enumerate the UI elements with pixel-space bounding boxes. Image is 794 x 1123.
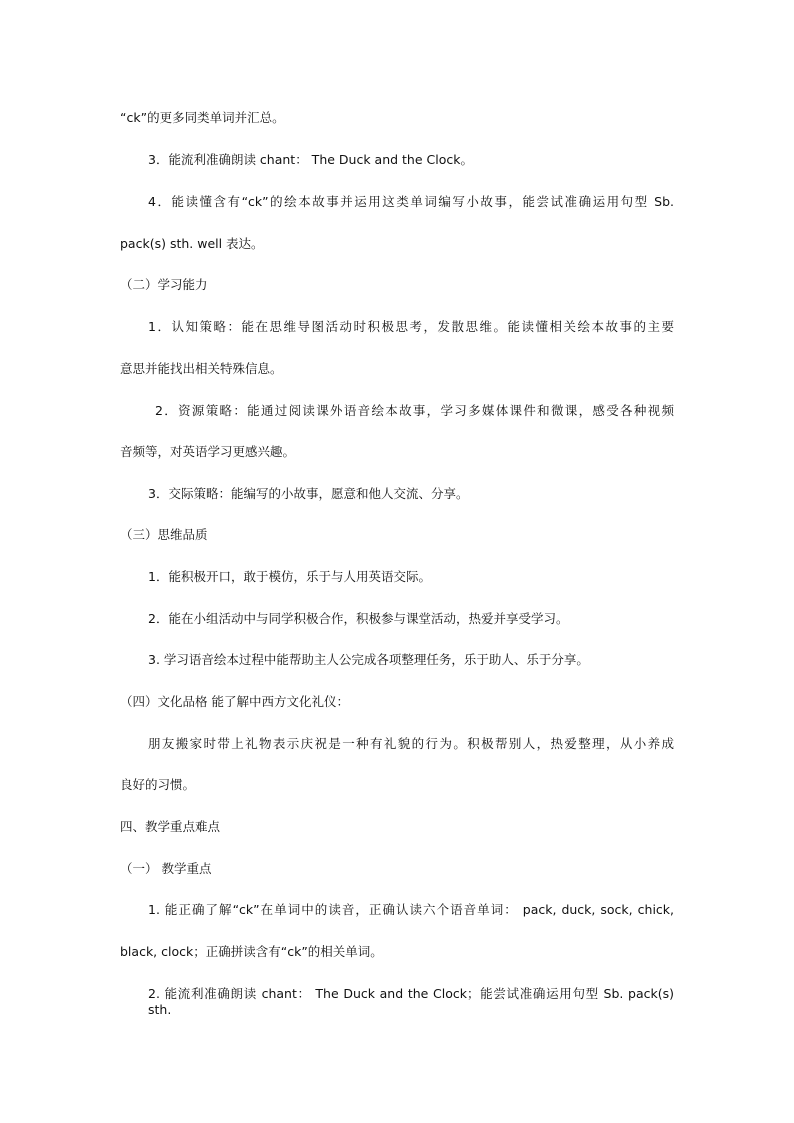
section-heading: （四）文化品格 能了解中西方文化礼仪： — [120, 694, 349, 709]
text-line: 3．交际策略：能编写的小故事，愿意和他人交流、分享。 — [148, 486, 469, 501]
text-line: 2. 能流利准确朗读 chant： The Duck and the Clock；能尝试准确运用句型 Sb. pack(s) sth. — [148, 986, 674, 1017]
section-heading: （一） 教学重点 — [120, 861, 212, 876]
text-line: pack(s) sth. well 表达。 — [120, 236, 264, 251]
text-line: 1．认知策略：能在思维导图活动时积极思考，发散思维。能读懂相关绘本故事的主要 — [148, 319, 674, 334]
section-heading: （三）思维品质 — [120, 527, 208, 542]
text-line: 音频等，对英语学习更感兴趣。 — [120, 444, 296, 459]
text-line: black, clock；正确拼读含有“ck”的相关单词。 — [120, 944, 383, 959]
text-line: 1. 能正确了解“ck”在单词中的读音，正确认读六个语音单词： pack, duck, sock, chick, — [148, 902, 674, 917]
text-line: 1．能积极开口，敢于模仿，乐于与人用英语交际。 — [148, 569, 431, 584]
text-line: 4．能读懂含有“ck”的绘本故事并运用这类单词编写小故事，能尝试准确运用句型 Sb. — [148, 194, 674, 209]
chapter-heading: 四、教学重点难点 — [120, 819, 221, 834]
text-line: 朋友搬家时带上礼物表示庆祝是一种有礼貌的行为。积极帮别人，热爱整理，从小养成 — [148, 736, 674, 751]
text-line: 良好的习惯。 — [120, 777, 196, 792]
text-line: 3. 学习语音绘本过程中能帮助主人公完成各项整理任务，乐于助人、乐于分享。 — [148, 652, 589, 667]
text-line: “ck”的更多同类单词并汇总。 — [120, 110, 285, 125]
text-line: 意思并能找出相关特殊信息。 — [120, 361, 283, 376]
text-line: 3．能流利准确朗读 chant： The Duck and the Clock。 — [148, 152, 473, 167]
text-line: 2．能在小组活动中与同学积极合作，积极参与课堂活动，热爱并享受学习。 — [148, 611, 569, 626]
text-line: 2．资源策略：能通过阅读课外语音绘本故事，学习多媒体课件和微课，感受各种视频 — [155, 403, 674, 418]
section-heading: （二）学习能力 — [120, 277, 208, 292]
